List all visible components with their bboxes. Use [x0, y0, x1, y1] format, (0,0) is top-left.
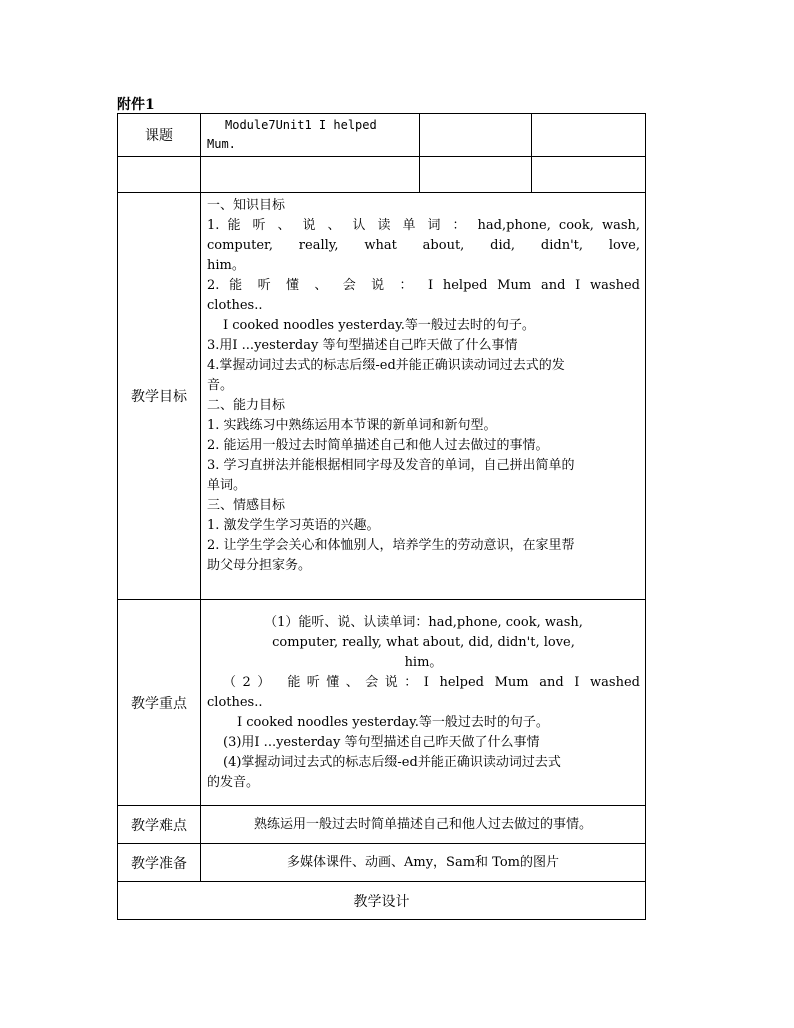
difficulty-row	[118, 806, 646, 844]
objective-k1: computer, really, what about, did, didn't, love,	[207, 238, 640, 253]
design-heading: 教学设计	[118, 882, 646, 920]
objective-k1: 1. 能 听 、 说 、 认 读 单 词 ： had,phone, cook, wash,	[207, 218, 640, 233]
objective-e2: 助父母分担家务。	[207, 558, 312, 573]
objective-a3: 3. 学习直拼法并能根据相同字母及发音的单词，自己拼出简单的	[207, 458, 575, 473]
topic-empty-cell	[420, 114, 532, 157]
key-point-4: 的发音。	[207, 774, 260, 790]
preparation-text: 多媒体课件、动画、Amy，Sam和 Tom的图片	[201, 844, 646, 882]
key-point-1: （1）能听、说、认读单词：had,phone, cook, wash,	[264, 614, 583, 630]
key-points-row	[118, 600, 646, 806]
difficulty-label: 教学难点	[118, 806, 201, 844]
objective-a1: 1. 实践练习中熟练运用本节课的新单词和新句型。	[207, 418, 497, 433]
objective-e2: 2. 让学生学会关心和体恤别人，培养学生的劳动意识，在家里帮	[207, 538, 575, 553]
blank-cell	[118, 157, 201, 193]
topic-row	[118, 114, 646, 157]
key-point-3: (3)用I ...yesterday 等句型描述自己昨天做了什么事情	[223, 734, 540, 750]
objective-e1: 1. 激发学生学习英语的兴趣。	[207, 518, 380, 533]
ability-heading: 二、能力目标	[207, 398, 286, 413]
topic-line-1: Module7Unit1 I helped	[225, 118, 377, 132]
key-points-content	[201, 600, 646, 806]
objectives-label: 教学目标	[118, 193, 201, 600]
blank-cell	[420, 157, 532, 193]
key-point-1: him。	[404, 654, 443, 670]
blank-row	[118, 157, 646, 193]
difficulty-text: 熟练运用一般过去时简单描述自己和他人过去做过的事情。	[201, 806, 646, 844]
blank-cell	[201, 157, 420, 193]
key-point-2: I cooked noodles yesterday.等一般过去时的句子。	[237, 714, 549, 730]
objective-k1: him。	[207, 258, 245, 273]
objective-a2: 2. 能运用一般过去时简单描述自己和他人过去做过的事情。	[207, 438, 549, 453]
knowledge-heading: 一、知识目标	[207, 198, 286, 213]
topic-empty-cell	[532, 114, 646, 157]
objective-k2: clothes..	[207, 298, 263, 313]
topic-value	[201, 114, 420, 157]
objectives-content	[201, 193, 646, 600]
key-point-2: （2） 能听懂、会说：I helped Mum and I washed	[223, 674, 640, 690]
preparation-label: 教学准备	[118, 844, 201, 882]
objective-k2: I cooked noodles yesterday.等一般过去时的句子。	[223, 318, 535, 333]
objective-a3: 单词。	[207, 478, 247, 493]
key-point-4: (4)掌握动词过去式的标志后缀-ed并能正确识读动词过去式	[223, 754, 561, 770]
objective-k2: 2. 能 听 懂 、 会 说 ： I helped Mum and I washed	[207, 278, 640, 293]
key-point-2: clothes..	[207, 694, 263, 710]
key-points-label: 教学重点	[118, 600, 201, 806]
blank-cell	[532, 157, 646, 193]
topic-line-2: Mum.	[207, 137, 236, 151]
design-row	[118, 882, 646, 920]
emotion-heading: 三、情感目标	[207, 498, 286, 513]
objectives-row	[118, 193, 646, 600]
topic-label: 课题	[118, 114, 201, 157]
preparation-row	[118, 844, 646, 882]
objective-k4: 4.掌握动词过去式的标志后缀-ed并能正确识读动词过去式的发	[207, 358, 565, 373]
attachment-label: 附件1	[117, 97, 155, 113]
objective-k4: 音。	[207, 378, 234, 393]
objective-k3: 3.用I ...yesterday 等句型描述自己昨天做了什么事情	[207, 338, 518, 353]
key-point-1: computer, really, what about, did, didn't, love,	[272, 634, 575, 650]
lesson-plan-table	[117, 113, 646, 920]
